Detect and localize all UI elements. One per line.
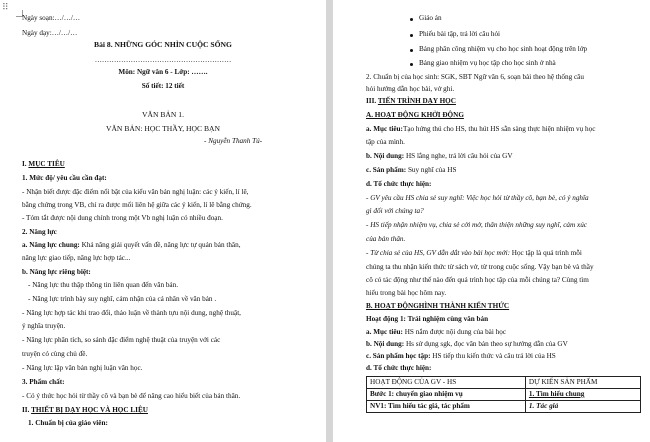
paragraph-line: gì đối với chúng ta? — [366, 207, 424, 215]
section-heading-1: I. MỤC TIÊU — [22, 160, 65, 168]
paragraph-line: a. Mục tiêu:Tạo hứng thú cho HS, thu hút HS sẵn sàng thực hiện nhiệm vụ học — [366, 125, 596, 133]
paragraph-line: - Năng lực lập văn bản nghị luận văn học. — [22, 364, 143, 372]
text-number: VĂN BẢN 1. — [142, 110, 184, 119]
paragraph-line: b. Nội dung: HS lắng nghe, trả lời câu hỏi của GV — [366, 152, 513, 160]
paragraph-line: c. Sản phẩm học tập: HS tiếp thu kiến thức và câu trả lời của HS — [366, 352, 556, 360]
paragraph-line: - Từ chia sẻ của HS, GV dẫn dắt vào bài học mới: Học tập là quá trình mỗi — [366, 249, 582, 257]
periods: Số tiết: 12 tiết — [141, 82, 185, 90]
activity-a-heading: A. HOẠT ĐỘNG KHỞI ĐỘNG — [366, 111, 464, 119]
list-item: Giáo án — [419, 14, 442, 22]
paragraph-line: - HS tiếp nhận nhiệm vụ, chia sẻ cởi mở, thân thiện những suy nghĩ, cảm xúc — [366, 221, 587, 229]
paragraph-line: cô có tác động như thế nào đến quá trình học tập của mỗi chúng ta? Cùng tìm — [366, 276, 589, 284]
paragraph-line: - Nhận biết được đặc điểm nổi bật của kiểu văn bản nghị luận: các ý kiến, lí lẽ, — [22, 188, 249, 196]
list-item: Bảng giao nhiệm vụ học tập cho học sinh ở nhà — [419, 59, 556, 67]
table-header-cell: DỰ KIẾN SẢN PHẨM — [525, 377, 640, 389]
table-cell: NV1: Tìm hiểu tác giả, tác phẩm — [367, 401, 526, 413]
bullet-icon — [410, 18, 413, 21]
paragraph-line: - Năng lực hợp tác khi trao đổi, thảo luận về thành tựu nội dung, nghệ thuật, — [22, 309, 241, 317]
paragraph-line: chúng ta thu nhận kiến thức từ sách vở, từ trong cuộc sống. Vậy bạn bè và thầy — [366, 263, 594, 271]
bullet-icon — [410, 63, 413, 66]
paragraph-line: năng lực giao tiếp, năng lực hợp tác... — [22, 254, 131, 262]
subheading-b: b. Năng lực riêng biệt: — [22, 268, 91, 276]
bullet-icon — [410, 34, 413, 37]
paragraph-line: b. Nội dung: Hs sử dụng sgk, đọc văn bản theo sự hướng dẫn của GV — [366, 340, 568, 348]
table-row — [367, 401, 641, 413]
paragraph-line: ý nghĩa truyện. — [22, 322, 66, 330]
subheading-1: 1. Mức độ/ yêu cầu cần đạt: — [22, 174, 107, 182]
author: - Nguyễn Thanh Tú- — [204, 137, 263, 145]
paragraph-line: - Tóm tắt được nội dung chính trong một Vb nghị luận có nhiều đoạn. — [22, 214, 223, 222]
paragraph-line: a. Mục tiêu: HS nắm được nội dung của bài học — [366, 328, 507, 336]
paragraph-line: a. Năng lực chung: Khả năng giải quyết vấn đề, năng lực tự quản bản thân, — [22, 241, 241, 249]
document-page-right — [333, 0, 650, 442]
paragraph-line: c. Sản phẩm: Suy nghĩ của HS — [366, 166, 457, 174]
subheading-activity-1: Hoạt động 1: Trải nghiệm cùng văn bản — [366, 315, 489, 323]
text-title: VĂN BẢN: HỌC THẦY, HỌC BẠN — [105, 124, 221, 133]
paragraph-line: - GV yêu cầu HS chia sẻ suy nghĩ: Việc học hỏi từ thầy cô, bạn bè, có ý nghĩa — [366, 194, 589, 202]
date-taught: Ngày dạy:…/…/… — [22, 29, 78, 37]
section-heading-3: III. TIẾN TRÌNH DẠY HỌC — [366, 97, 456, 105]
section-heading-2: II. THIẾT BỊ DẠY HỌC VÀ HỌC LIỆU — [22, 406, 148, 414]
table-row — [367, 389, 641, 401]
activity-table — [366, 376, 641, 413]
table-header-cell: HOẠT ĐỘNG CỦA GV - HS — [367, 377, 526, 389]
paragraph-line: - Năng lực trình bày suy nghĩ, cảm nhận của cá nhân về văn bản . — [28, 295, 217, 303]
subject-line: Môn: Ngữ văn 6 - Lớp: ……. — [118, 68, 208, 76]
bullet-icon — [410, 49, 413, 52]
subheading-2: 2. Năng lực — [22, 228, 57, 236]
paragraph-line: 2. Chuẩn bị của học sinh: SGK, SBT Ngữ văn 6, soạn bài theo hệ thống câu — [366, 73, 584, 81]
subheading-prep: 1. Chuẩn bị của giáo viên: — [28, 419, 108, 427]
list-item: Phiếu bài tập, trả lời câu hỏi — [419, 30, 501, 38]
subheading-d: d. Tổ chức thực hiện: — [366, 180, 432, 188]
list-item: Bảng phân công nhiệm vụ cho học sinh hoạt động trên lớp — [419, 45, 588, 53]
paragraph-line: của bản thân. — [366, 235, 406, 243]
paragraph-line: - Năng lực thu thập thông tin liên quan đến văn bản. — [28, 281, 179, 289]
table-header-row — [367, 377, 641, 389]
paragraph-line: hỏi hướng dẫn học bài, vở ghi. — [366, 85, 455, 93]
table-cell: Bước 1: chuyển giao nhiệm vụ — [367, 389, 526, 401]
drag-handle-icon[interactable]: ⠿ — [2, 3, 9, 13]
lesson-title: Bài 8. NHỮNG GÓC NHÌN CUỘC SỐNG — [94, 40, 232, 49]
table-cell: 1. Tác giả — [525, 401, 640, 413]
dotted-line: ………………………………………………… — [94, 56, 232, 64]
paragraph-line: hiểu trong bài học hôm nay. — [366, 289, 447, 297]
paragraph-line: tập của mình. — [366, 138, 405, 146]
paragraph-line: - Có ý thức học hỏi từ thầy cô và bạn bè để nâng cao hiểu biết của bản thân. — [22, 392, 241, 400]
subheading-3: 3. Phẩm chất: — [22, 378, 65, 386]
paragraph-line: truyện có cùng chủ đề. — [22, 350, 88, 358]
paragraph-line: - Năng lực phân tích, so sánh đặc điểm nghệ thuật của truyện với các — [22, 336, 221, 344]
paragraph-line: bằng chứng trong VB, chỉ ra được mối liên hệ giữa các ý kiến, lí lẽ bằng chứng. — [22, 201, 252, 209]
activity-b-heading: B. HOẠT ĐỘNGHÌNH THÀNH KIẾN THỨC — [366, 302, 510, 310]
subheading-d2: d. Tổ chức thực hiện: — [366, 364, 432, 372]
table-cell: 1. Tìm hiểu chung — [525, 389, 640, 401]
date-prepared: Ngày soạn:…/…/… — [22, 14, 81, 22]
